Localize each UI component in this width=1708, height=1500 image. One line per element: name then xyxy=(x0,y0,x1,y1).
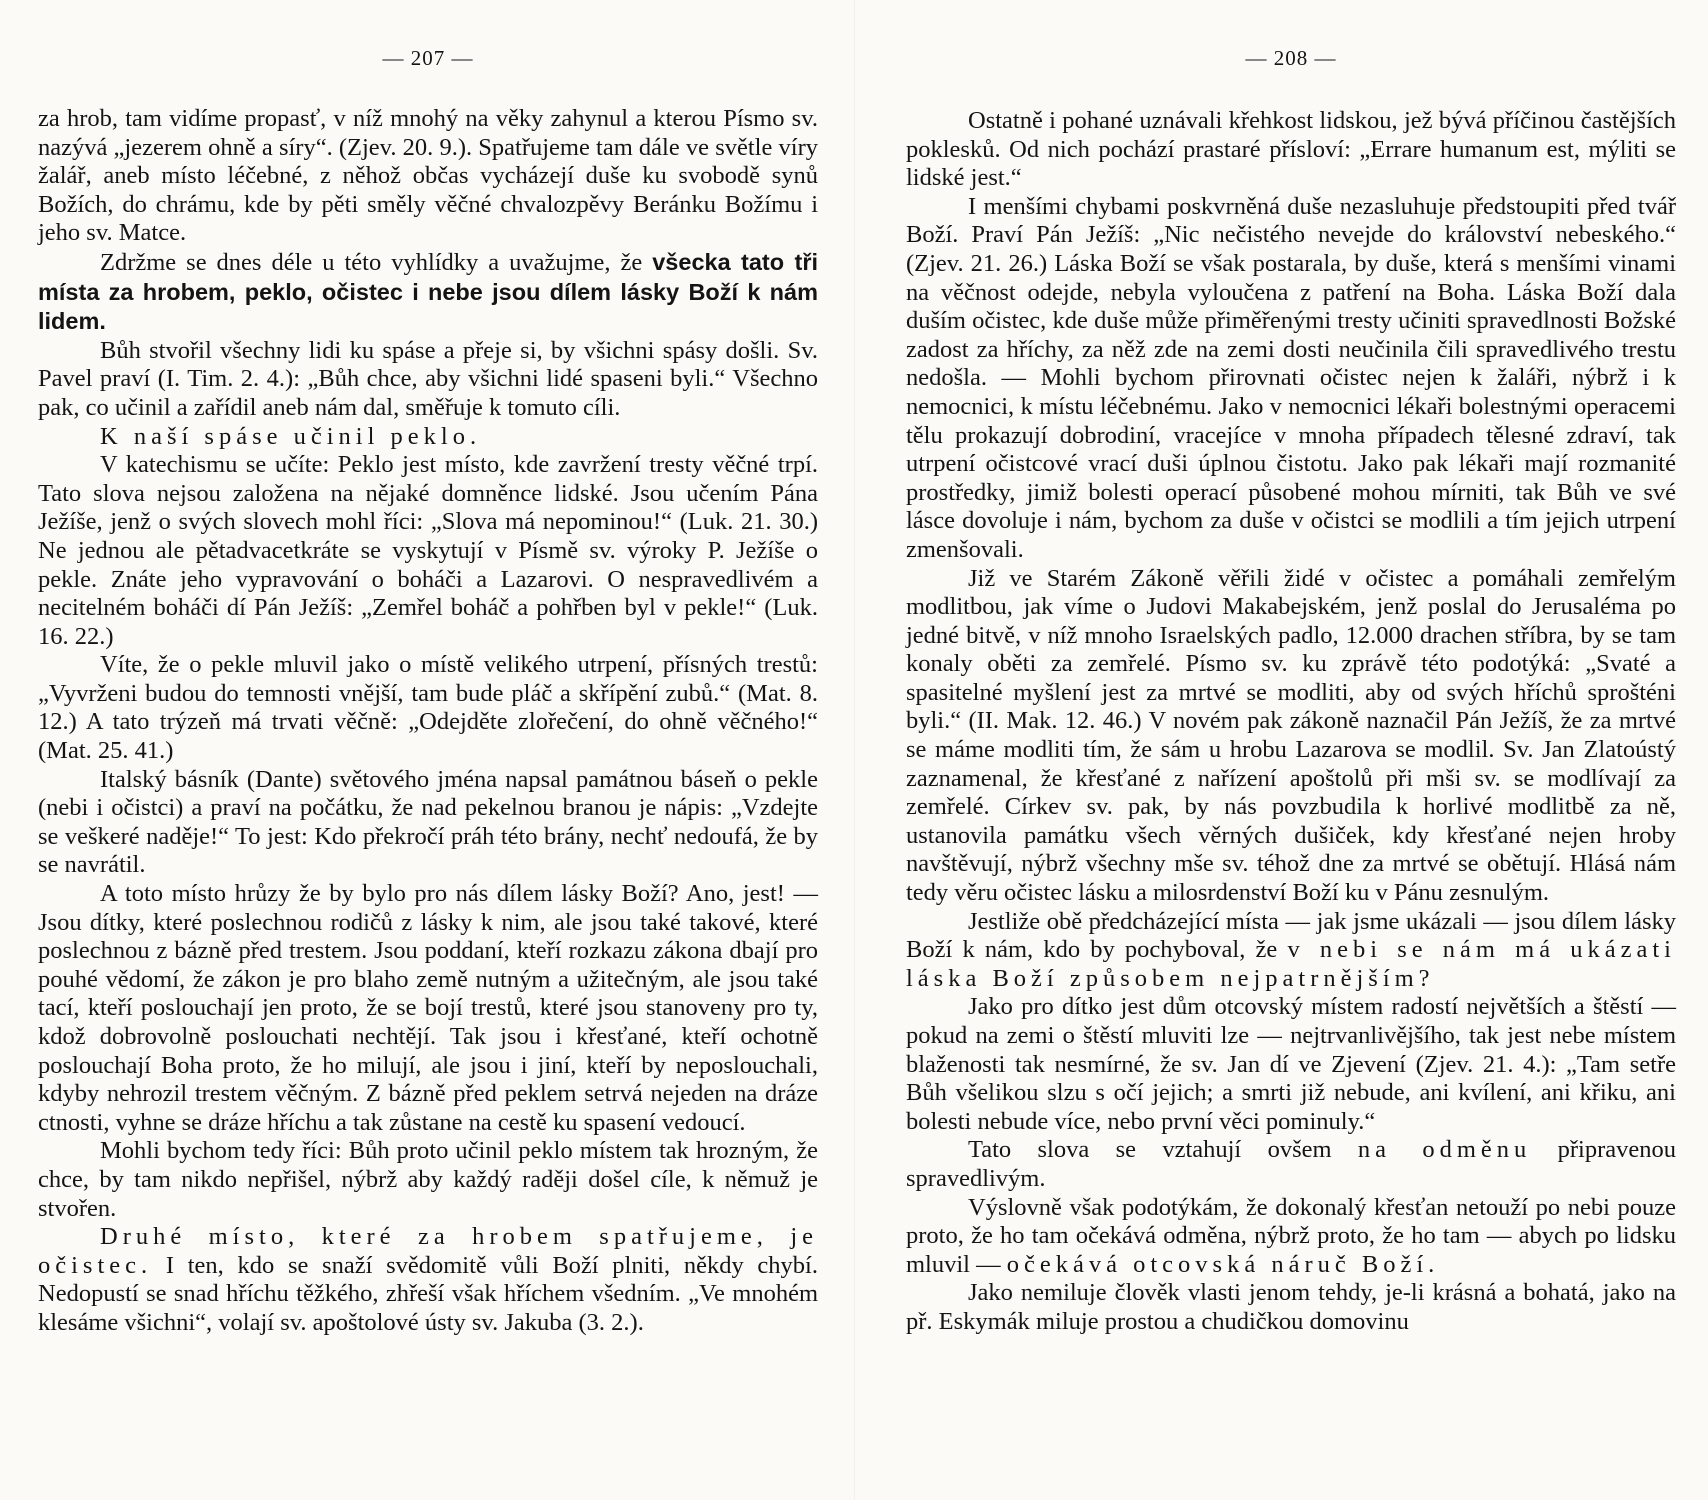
page-number: — 208 — xyxy=(1245,46,1337,70)
paragraph: V katechismu se učíte: Peklo jest místo, kde zavržení tresty věčné trpí. Tato slova nejsou založena na nějaké domněnce lidské. Jsou učením Pána Ježíše, jenž o svých slovech mohl říci: „Slova má nepominou!“ (Luk. 21. 30.) Ne jednou ale pětadvacetkráte se vyskytují v Písmě sv. výroky P. Ježíše o pekle. Znáte jeho vypravování o boháči a Lazarovi. O nespravedlivém a necitelném boháči dí Pán Ježíš: „Zemřel boháč a pohřben byl v pekle!“ (Luk. 16. 22.) xyxy=(38,451,818,650)
page-number: — 207 — xyxy=(382,46,474,70)
paragraph: I menšími chybami poskvrněná duše nezasluhuje předstoupiti před tvář Boží. Praví Pán Ježíš: „Nic nečistého nevejde do království nebeského.“ (Zjev. 21. 26.) Láska Boží se však postarala, by duše, která s menšími vinami na věčnost odejde, nebyla vyloučena z patření na Boha. Láska Boží dala duším očistec, kde duše může přiměřenými tresty učiniti spravedlnosti Božské zadost za hříchy, za něž zde na zemi dosti neučinila čili spravedlivého trestu nedošla. — Mohli bychom přirovnati očistec nejen k žaláři, nýbrž i k nemocnici, k místu léčebnému. Jako v nemocnici lékaři bolestnými operacemi tělu prokazují dobrodiní, vracejíce v mnoha případech tělesné zdraví, tak utrpení očistcové vrací duši úplnou čistotu. Jako pak lékaři mají rozmanité prostředky, jimiž bolesti operací působené mohou mírniti, tak Bůh ve své lásce dovoluje i nám, bychom za duše v očistci se modlili a tím jejich utrpení zmenšovali. xyxy=(906,192,1676,563)
paragraph: A toto místo hrůzy že by bylo pro nás dílem lásky Boží? Ano, jest! — Jsou dítky, které poslechnou rodičů z lásky k nim, ale jsou také takové, které poslechnou z bázně před trestem. Jsou poddaní, kteří rozkazu zákona dbají pro pouhé vědomí, že zákon je pro blaho země nutným a užitečným, ale jsou také tací, kteří poslouchají jen proto, že se bojí trestů, které jsou stanoveny pro ty, kdož dobrovolně poslouchati nechtějí. Tak jsou i křesťané, kteří ochotně poslouchají Boha proto, že ho milují, ale jsou i jiní, kteří by neposlouchali, kdyby nehrozil trestem věčným. Z bázně před peklem setrvá nejeden na dráze ctnosti, vyhne se dráze hříchu a tak zůstane na cestě ku spasení vedoucí. xyxy=(38,880,818,1136)
spaced-passage: v nebi se nám má ukázati láska Boží způsobem nejpatrnějším? xyxy=(906,936,1676,992)
paragraph xyxy=(906,908,1676,994)
page-body xyxy=(38,105,818,1338)
paragraph xyxy=(38,1223,818,1337)
spaced-heading: K naší spáse učinil peklo. xyxy=(100,422,482,450)
paragraph: Víte, že o pekle mluvil jako o místě velikého utrpení, přísných trestů: „Vyvrženi budou do temnosti vnější, tam bude pláč a skřípění zubů.“ (Mat. 8. 12.) A tato trýzeň má trvati věčně: „Odejděte zlořečení, do ohně věčného!“ (Mat. 25. 41.) xyxy=(38,651,818,765)
spaced-passage: na odměnu xyxy=(1357,1136,1532,1164)
paragraph-text: Výslovně však podotýkám, že dokonalý křesťan netouží po nebi pouze proto, že ho tam očekává odměna, nýbrž proto, že ho tam — abych po lidsku mluvil — xyxy=(906,1193,1676,1278)
paragraph: Mohli bychom tedy říci: Bůh proto učinil peklo místem tak hrozným, že chce, by tam nikdo nepřišel, nýbrž aby každý raději došel cíle, k němuž je stvořen. xyxy=(38,1137,818,1222)
paragraph-text: Zdržme se dnes déle u této vyhlídky a uvažujme, že xyxy=(100,248,653,276)
paragraph xyxy=(38,248,818,337)
spaced-passage: očekává otcovská náruč Boží. xyxy=(1006,1250,1440,1278)
page-body xyxy=(906,107,1676,1337)
gutter xyxy=(854,0,855,1500)
paragraph: Již ve Starém Zákoně věřili židé v očistec a pomáhali zemřelým modlitbou, jak víme o Judovi Makabejském, jenž poslal do Jerusaléma po jedné bitvě, v níž mnoho Israelských padlo, 12.000 drachen stříbra, by se tam konaly oběti za zemřelé. Písmo sv. ku zprávě této podotýká: „Svaté a spasitelné myšlení jest za mrtvé se modliti, aby od svých hříchů sprošténi byli.“ (II. Mak. 12. 46.) V novém pak zákoně naznačil Pán Ježíš, že za mrtvé se máme modliti tím, že sám u hrobu Lazarova se modlil. Sv. Jan Zlatoústý zaznamenal, že křesťané z nařízení apoštolů při mši sv. se modlívají za zemřelé. Církev sv. pak, by nás povzbudila k horlivé modlitbě za ně, ustanovila památku všech věrných dušiček, kdy křesťané nejen hroby navštěvují, nýbrž všechny mše sv. téhož dne za mrtvé se obětují. Hlásá nám tedy věru očistec lásku a milosrdenství Boží ku v Pánu zesnulým. xyxy=(906,564,1676,907)
paragraph xyxy=(38,423,818,452)
paragraph-text: I ten, kdo se snaží svědomitě vůli Boží plniti, někdy chybí. Nedopustí se snad hříchu těžkého, zhřeší však hříchem všedním. „Ve mnohém klesáme všichni“, volají sv. apoštolové ústy sv. Jakuba (3. 2.). xyxy=(38,1251,818,1336)
paragraph-text: připravenou spravedlivým. xyxy=(906,1136,1677,1192)
paragraph xyxy=(906,1194,1676,1280)
paragraph-text: Tato slova se vztahují ovšem xyxy=(968,1136,1358,1164)
left-page xyxy=(38,0,818,1500)
paragraph: Bůh stvořil všechny lidi ku spáse a přeje si, by všichni spásy došli. Sv. Pavel praví (I. Tim. 2. 4.): „Bůh chce, aby všichni lidé spaseni byli.“ Všechno pak, co učinil a zařídil aneb nám dal, směřuje k tomuto cíli. xyxy=(38,336,818,421)
paragraph: Italský básník (Dante) světového jména napsal památnou báseň o pekle (nebi i očistci) a praví na počátku, že nad pekelnou branou je nápis: „Vzdejte se veškeré naděje!“ To jest: Kdo překročí práh této brány, nechť nedoufá, že by se navrátil. xyxy=(38,765,818,879)
paragraph: Ostatně i pohané uznávali křehkost lidskou, jež bývá příčinou častějších poklesků. Od nich pochází prastaré přísloví: „Errare humanum est, mýliti se lidské jest.“ xyxy=(906,107,1676,192)
spaced-passage: Druhé místo, které za hrobem spatřujeme, je očistec. xyxy=(38,1223,818,1279)
paragraph: za hrob, tam vidíme propasť, v níž mnohý na věky zahynul a kterou Písmo sv. nazývá „jezerem ohně a síry“. (Zjev. 20. 9.). Spatřujeme tam dále ve světle víry žalář, aneb místo léčebné, z něhož občas vycházejí duše ku svobodě synů Božích, do chrámu, kde by pěti směly věčné chvalozpěvy Beránku Božímu i jeho sv. Matce. xyxy=(38,105,818,247)
paragraph-text: Jestliže obě předcházející místa — jak jsme ukázali — jsou dílem lásky Boží k nám, kdo by pochyboval, že xyxy=(906,907,1676,964)
bold-passage: všecka tato tři místa za hrobem, peklo, očistec i nebe jsou dílem lásky Boží k nám lidem. xyxy=(38,248,819,335)
paragraph xyxy=(906,1136,1676,1193)
right-page xyxy=(906,0,1676,1500)
paragraph: Jako nemiluje člověk vlasti jenom tehdy, je-li krásná a bohatá, jako na př. Eskymák miluje prostou a chudičkou domovinu xyxy=(906,1279,1676,1335)
paragraph: Jako pro dítko jest dům otcovský místem radostí největších a štěstí — pokud na zemi o štěstí mluviti lze — nejtrvanlivějšího, tak jest nebe místem blaženosti tak nesmírné, že sv. Jan dí ve Zjevení (Zjev. 21. 4.): „Tam setře Bůh všelikou slzu s očí jejich; a smrti již nebude, ani kvílení, ani křiku, ani bolesti nebude více, nebo první věci pominuly.“ xyxy=(906,993,1676,1135)
